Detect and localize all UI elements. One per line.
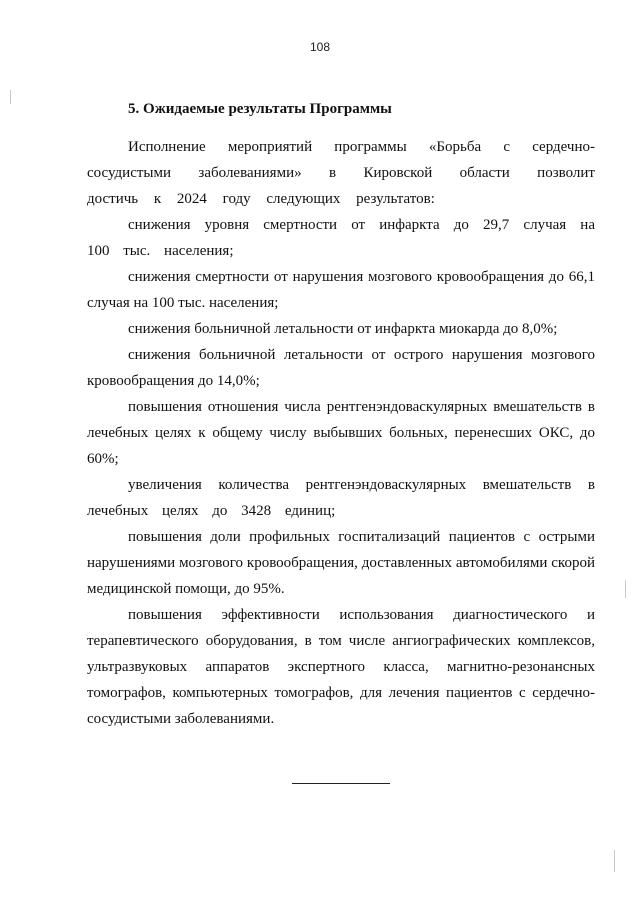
intro-paragraph: Исполнение мероприятий программы «Борьба с сердечно-сосудистыми заболеваниями» в Кировской области позволит достичь к 2024 году следующих результатов: [87, 139, 595, 207]
result-item: повышения доли профильных госпитализаций пациентов с острыми нарушениями мозгового кровообращения, доставленных автомобилями скорой медицинской помощи, до 95%. [87, 529, 595, 597]
section-heading: 5. Ожидаемые результаты Программы [128, 101, 392, 117]
scan-mark [614, 850, 615, 872]
result-item: повышения отношения числа рентгенэндоваскулярных вмешательств в лечебных целях к общему числу выбывших больных, перенесших ОКС, до 60%; [87, 399, 595, 467]
scan-mark [625, 580, 626, 598]
result-item: снижения больничной летальности от острого нарушения мозгового кровообращения до 14,0%; [87, 347, 595, 389]
result-item: снижения больничной летальности от инфаркта миокарда до 8,0%; [128, 321, 558, 337]
closing-rule [292, 783, 390, 784]
result-item: снижения смертности от нарушения мозгового кровообращения до 66,1 случая на 100 тыс. населения; [87, 269, 595, 311]
scan-mark [10, 90, 11, 104]
result-item: снижения уровня смертности от инфаркта до 29,7 случая на 100 тыс. населения; [87, 217, 595, 259]
body-text [87, 134, 595, 732]
result-item: увеличения количества рентгенэндоваскулярных вмешательств в лечебных целях до 3428 единиц; [87, 477, 595, 519]
result-item: повышения эффективности использования диагностического и терапевтического оборудования, в том числе ангиографических комплексов, ультразвуковых аппаратов экспертного класса, магнитно-резонансных томографов, компьютерных томографов, для лечения пациентов с сердечно-сосудистыми заболеваниями. [87, 607, 595, 727]
page-number: 108 [309, 40, 331, 54]
